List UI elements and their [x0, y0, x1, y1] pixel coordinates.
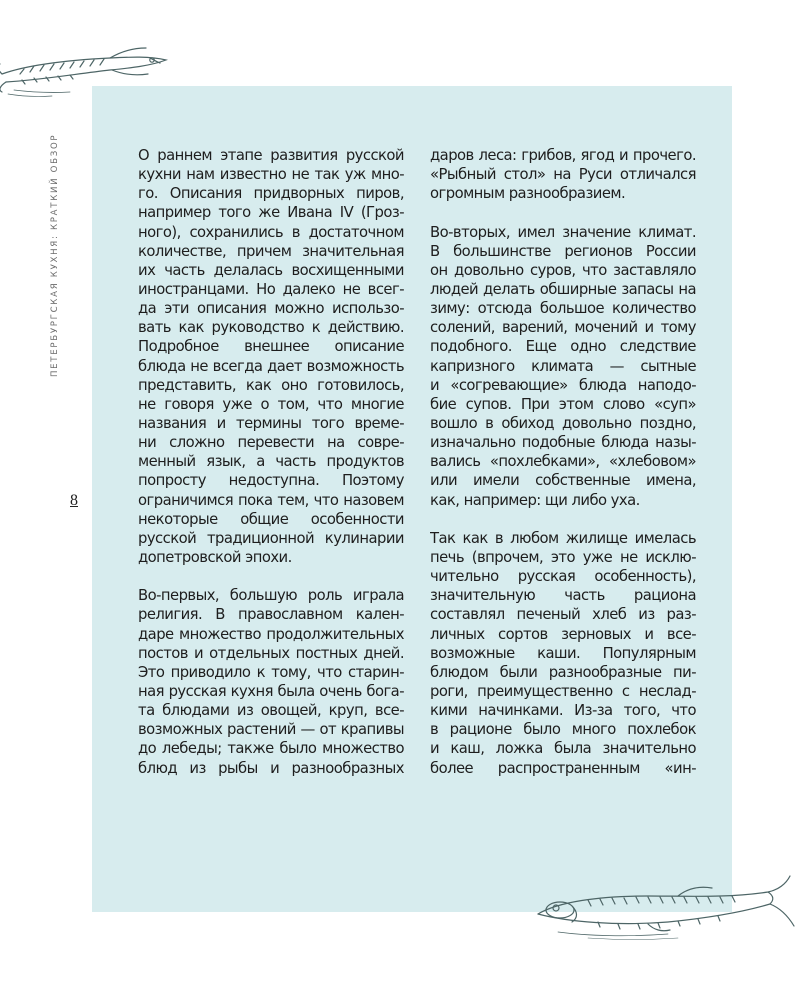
text-line: чительно русская особенность), — [430, 568, 696, 586]
text-line: личных сортов зерновых и все- — [430, 625, 696, 643]
text-line: количестве, причем значительная — [138, 242, 404, 260]
text-line: блюд из рыбы и разнообразных — [138, 759, 404, 777]
text-line: и каш, ложка была значительно — [430, 740, 696, 758]
running-header: ПЕТЕРБУРГСКАЯ КУХНЯ: КРАТКИЙ ОБЗОР — [50, 133, 60, 377]
text-line: блюдом были разнообразные пи- — [430, 663, 696, 681]
fish-illustration-icon — [0, 30, 170, 100]
paragraph-gap — [138, 567, 404, 586]
text-line: кухни нам известно не так уж мно- — [138, 166, 404, 184]
text-line: даров леса: грибов, ягод и прочего. — [430, 147, 696, 164]
text-line: вошло в обиход довольно поздно, — [430, 414, 696, 432]
text-line: кими начинками. Из-за того, что — [430, 702, 696, 720]
text-line: Во-вторых, имел значение климат. — [430, 223, 696, 241]
paragraph-gap — [430, 203, 696, 222]
text-line: огромным разнообразием. — [430, 185, 626, 203]
text-line: составлял печеный хлеб из раз- — [430, 606, 696, 624]
text-line: Подробное внешнее описание — [138, 338, 404, 356]
text-line: например того же Ивана IV (Гроз- — [138, 204, 404, 222]
text-line: та блюдами из овощей, круп, все- — [138, 702, 404, 720]
text-line: менный язык, а часть продуктов — [138, 453, 404, 471]
text-line: более распространенным «ин- — [430, 759, 696, 777]
text-line: и «согревающие» блюда наподо- — [430, 376, 696, 394]
text-line: вались «похлебками», «хлебовом» — [430, 453, 696, 471]
text-line: в рационе было много похлебок — [430, 721, 696, 739]
text-line: зиму: отсюда большое количество — [430, 300, 696, 318]
text-line: ного), сохранились в достаточном — [138, 223, 404, 241]
text-line: их часть делалась восхищенными — [138, 261, 404, 279]
text-line: вать как руководство к действию. — [138, 319, 404, 337]
text-line: постов и отдельных постных дней. — [138, 644, 404, 662]
text-column-right — [430, 146, 696, 778]
text-line: роги, преимущественно с неслад- — [430, 682, 696, 700]
paragraph-gap — [430, 510, 696, 529]
text-line: изначально подобные блюда назы- — [430, 434, 696, 452]
text-line: О раннем этапе развития русской — [138, 147, 404, 164]
text-line: В большинстве регионов России — [430, 242, 696, 260]
text-line: допетровской эпохи. — [138, 548, 292, 566]
text-line: религия. В православном кален- — [138, 606, 404, 624]
page-number: 8 — [70, 492, 78, 509]
text-line: названия и термины того време- — [138, 414, 404, 432]
text-line: Во-первых, большую роль играла — [138, 587, 404, 605]
text-line: или имели собственные имена, — [430, 472, 696, 490]
text-line: попросту недоступна. Поэтому — [138, 472, 404, 490]
fish-illustration-icon — [528, 870, 798, 940]
text-line: бие супов. При этом слово «суп» — [430, 395, 696, 413]
text-line: Так как в любом жилище имелась — [430, 529, 696, 547]
text-line: ограничимся пока тем, что назовем — [138, 491, 404, 509]
text-line: солений, варений, мочений и тому — [430, 319, 696, 337]
text-line: представить, как оно готовилось, — [138, 376, 404, 394]
text-line: до лебеды; также было множество — [138, 740, 404, 758]
text-line: блюда не всегда дает возможность — [138, 357, 404, 375]
text-line: ная русская кухня была очень бога- — [138, 682, 404, 700]
text-line: некоторые общие особенности — [138, 510, 404, 528]
text-line: русской традиционной кулинарии — [138, 529, 404, 547]
text-column-left — [138, 146, 404, 778]
text-line: как, например: щи либо уха. — [430, 491, 640, 509]
text-line: он довольно суров, что заставляло — [430, 261, 696, 279]
text-line: печь (впрочем, это уже не исклю- — [430, 548, 696, 566]
text-line: возможные каши. Популярным — [430, 644, 696, 662]
text-line: значительную часть рациона — [430, 587, 696, 605]
text-line: да эти описания можно использо- — [138, 300, 404, 318]
text-line: подобного. Еще одно следствие — [430, 338, 696, 356]
text-line: ни сложно перевести на совре- — [138, 434, 404, 452]
text-line: капризного климата — сытные — [430, 357, 696, 375]
text-line: возможных растений — от крапивы — [138, 721, 404, 739]
text-line: людей делать обширные запасы на — [430, 280, 696, 298]
text-line: не говоря уже о том, что многие — [138, 395, 404, 413]
text-line: «Рыбный стол» на Руси отличался — [430, 166, 696, 184]
text-line: иностранцами. Но далеко не всег- — [138, 280, 404, 298]
text-line: го. Описания придворных пиров, — [138, 185, 404, 203]
text-line: Это приводило к тому, что старин- — [138, 663, 404, 681]
text-line: даре множество продолжительных — [138, 625, 404, 643]
